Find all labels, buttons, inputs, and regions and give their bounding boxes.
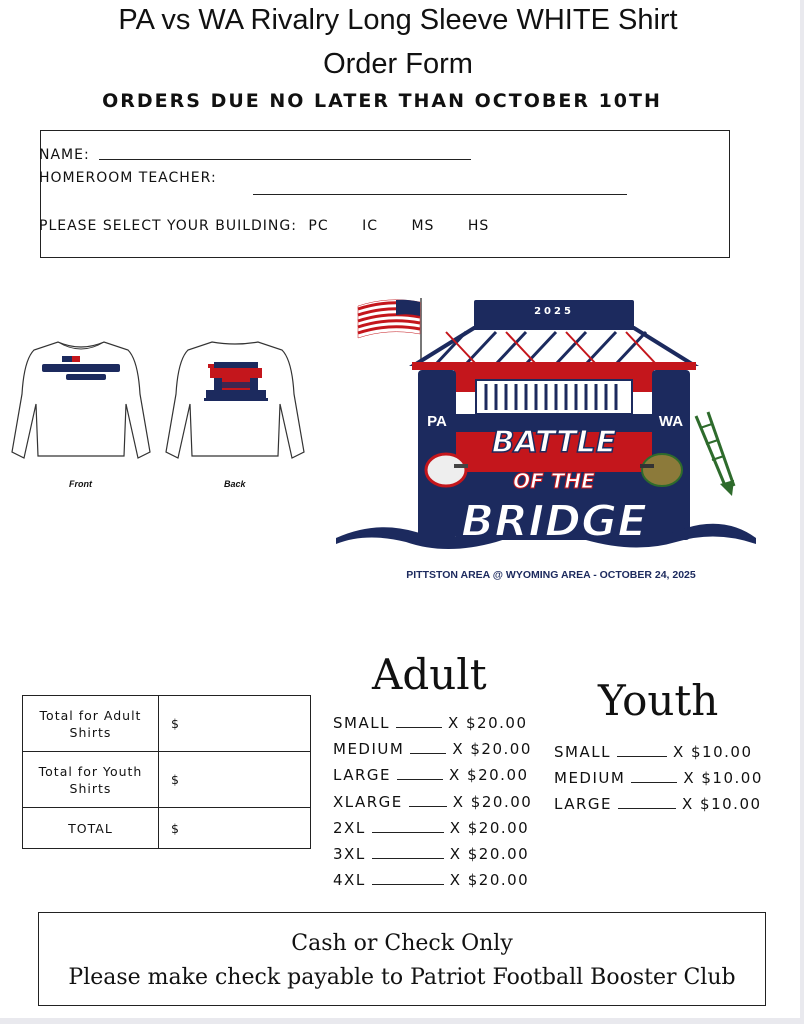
quantity-blank[interactable] (396, 727, 442, 728)
quantity-blank[interactable] (372, 832, 444, 833)
logo-line-bridge: BRIDGE (460, 496, 648, 547)
youth-size-row: MEDIUM X $10.00 (554, 769, 763, 787)
logo-line-battle: BATTLE (491, 425, 617, 460)
table-row (23, 808, 311, 849)
grand-total-field[interactable]: $ (159, 808, 311, 849)
logo-right-team: WA (658, 413, 684, 430)
adult-size-row: XLARGE X $20.00 (333, 793, 533, 811)
quantity-blank[interactable] (618, 808, 676, 809)
form-subtitle: Order Form (323, 48, 473, 80)
bridge-truss (412, 328, 696, 370)
quantity-blank[interactable] (617, 756, 667, 757)
youth-heading: Youth (598, 676, 719, 725)
name-label: NAME: (39, 147, 90, 163)
adult-size-row: 2XL X $20.00 (333, 819, 530, 837)
youth-total-label: Total for Youth Shirts (23, 752, 159, 808)
adult-size-row: MEDIUM X $20.00 (333, 740, 532, 758)
name-field[interactable] (99, 159, 471, 160)
american-flag-icon (358, 298, 421, 364)
building-option-ic[interactable]: IC (362, 218, 378, 234)
building-option-pc[interactable]: PC (308, 218, 329, 234)
adult-total-field[interactable]: $ (159, 696, 311, 752)
homeroom-field[interactable] (253, 194, 627, 195)
page-edge-right (800, 0, 804, 1024)
building-option-ms[interactable]: MS (411, 218, 435, 234)
page-edge-bottom (0, 1018, 804, 1024)
adult-size-row: SMALL X $20.00 (333, 714, 528, 732)
form-title: PA vs WA Rivalry Long Sleeve WHITE Shirt (118, 4, 678, 36)
payment-method: Cash or Check Only (291, 931, 513, 956)
adult-size-row: 3XL X $20.00 (333, 845, 530, 863)
logo-left-team: PA (427, 413, 447, 430)
youth-size-row: LARGE X $10.00 (554, 795, 762, 813)
wa-helmet-icon (640, 454, 682, 486)
due-date-notice: ORDERS DUE NO LATER THAN OCTOBER 10TH (102, 90, 662, 112)
quantity-blank[interactable] (397, 779, 443, 780)
building-selector (39, 218, 517, 234)
adult-size-row: 4XL X $20.00 (333, 871, 530, 889)
adult-size-row: LARGE X $20.00 (333, 766, 529, 784)
adult-heading: Adult (372, 650, 487, 699)
quantity-blank[interactable] (410, 753, 446, 754)
pa-helmet-icon (426, 454, 468, 486)
youth-size-row: SMALL X $10.00 (554, 743, 753, 761)
building-option-hs[interactable]: HS (467, 218, 490, 234)
totals-table (22, 695, 311, 849)
table-row (23, 752, 311, 808)
quantity-blank[interactable] (372, 858, 444, 859)
logo-line-of-the: OF THE (513, 469, 595, 493)
homeroom-label: HOMEROOM TEACHER: (39, 170, 217, 186)
youth-total-field[interactable]: $ (159, 752, 311, 808)
payment-info-box (38, 912, 766, 1006)
front-caption: Front (69, 479, 92, 489)
ladder-icon (696, 412, 734, 496)
building-label: PLEASE SELECT YOUR BUILDING: (39, 218, 297, 234)
grand-total-label: TOTAL (23, 808, 159, 849)
quantity-blank[interactable] (372, 884, 444, 885)
student-info-box (40, 130, 730, 258)
table-row (23, 696, 311, 752)
back-caption: Back (224, 479, 246, 489)
adult-total-label: Total for Adult Shirts (23, 696, 159, 752)
shirt-back-image (164, 334, 306, 469)
battle-of-the-bridge-logo (336, 292, 756, 592)
payment-payee: Please make check payable to Patriot Football Booster Club (68, 965, 736, 990)
quantity-blank[interactable] (631, 782, 677, 783)
logo-subtitle: PITTSTON AREA @ WYOMING AREA - OCTOBER 24, 2025 (406, 569, 696, 581)
logo-year: 2025 (534, 306, 574, 317)
shirt-front-image (10, 334, 152, 469)
quantity-blank[interactable] (409, 806, 447, 807)
